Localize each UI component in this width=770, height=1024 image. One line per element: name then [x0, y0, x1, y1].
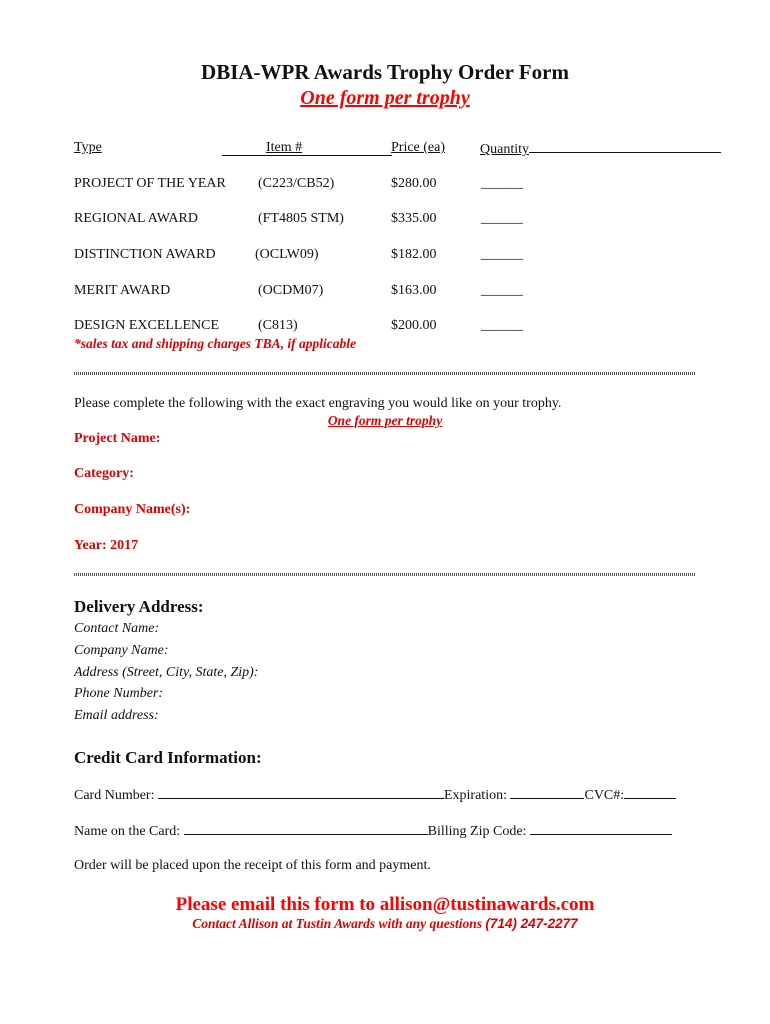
phone-field[interactable]: Phone Number:: [74, 686, 164, 701]
contact-text: Contact Allison at Tustin Awards with any questions: [192, 916, 482, 931]
email-instruction: Please email this form to allison@tustinawards.com: [175, 894, 595, 915]
row-type: DESIGN EXCELLENCE: [74, 318, 220, 333]
row-quantity-field[interactable]: ______: [481, 318, 523, 333]
row-price: $163.00: [391, 283, 437, 298]
card-number-input[interactable]: [158, 786, 444, 799]
row-price: $182.00: [391, 247, 437, 262]
billing-zip-input[interactable]: [530, 822, 672, 835]
address-field[interactable]: Address (Street, City, State, Zip):: [74, 665, 259, 680]
section-divider: [74, 573, 696, 576]
row-price: $335.00: [391, 211, 437, 226]
contact-name-field[interactable]: Contact Name:: [74, 621, 160, 636]
section-divider: [74, 372, 696, 375]
engraving-instruction: Please complete the following with the exact engraving you would like on your trophy.: [74, 396, 562, 411]
column-header-rule: [222, 140, 392, 156]
name-on-card-label: Name on the Card:: [74, 824, 181, 839]
column-header-price: Price (ea): [391, 140, 446, 155]
engraving-subnote: One form per trophy: [327, 413, 443, 428]
row-quantity-field[interactable]: ______: [481, 283, 523, 298]
billing-zip-label: Billing Zip Code:: [427, 824, 527, 839]
column-header-item: Item #: [266, 140, 303, 155]
row-item: (FT4805 STM): [258, 211, 344, 226]
order-note: Order will be placed upon the receipt of this form and payment.: [74, 858, 431, 873]
tax-note: *sales tax and shipping charges TBA, if applicable: [74, 336, 357, 351]
contact-phone: (714) 247-2277: [485, 916, 578, 931]
card-number-label: Card Number:: [74, 788, 155, 803]
row-type: PROJECT OF THE YEAR: [74, 176, 226, 191]
card-number-row: [74, 786, 676, 804]
year-field[interactable]: Year: 2017: [74, 538, 139, 553]
form-title: DBIA-WPR Awards Trophy Order Form: [201, 60, 569, 84]
expiration-label: Expiration:: [443, 788, 507, 803]
row-item: (OCLW09): [255, 247, 319, 262]
category-field[interactable]: Category:: [74, 466, 134, 481]
row-item: (C223/CB52): [258, 176, 335, 191]
company-names-field[interactable]: Company Name(s):: [74, 502, 191, 517]
row-price: $280.00: [391, 176, 437, 191]
row-quantity-field[interactable]: ______: [481, 247, 523, 262]
row-price: $200.00: [391, 318, 437, 333]
row-item: (OCDM07): [258, 283, 324, 298]
name-on-card-row: [74, 822, 672, 840]
email-field[interactable]: Email address:: [74, 708, 159, 723]
row-item: (C813): [258, 318, 298, 333]
row-quantity-field[interactable]: ______: [481, 211, 523, 226]
cvc-input[interactable]: [624, 786, 676, 799]
name-on-card-input[interactable]: [184, 822, 428, 835]
row-type: REGIONAL AWARD: [74, 211, 198, 226]
credit-card-heading: Credit Card Information:: [74, 748, 262, 767]
delivery-heading: Delivery Address:: [74, 597, 204, 616]
column-header-quantity: Quantity: [480, 140, 721, 158]
row-type: DISTINCTION AWARD: [74, 247, 216, 262]
row-quantity-field[interactable]: ______: [481, 176, 523, 191]
company-name-field[interactable]: Company Name:: [74, 643, 169, 658]
row-type: MERIT AWARD: [74, 283, 171, 298]
contact-line: [0, 916, 770, 932]
column-header-type: Type: [74, 140, 102, 155]
expiration-input[interactable]: [510, 786, 584, 799]
project-name-field[interactable]: Project Name:: [74, 431, 161, 446]
cvc-label: CVC#:: [584, 788, 625, 803]
form-subtitle: One form per trophy: [300, 87, 470, 109]
